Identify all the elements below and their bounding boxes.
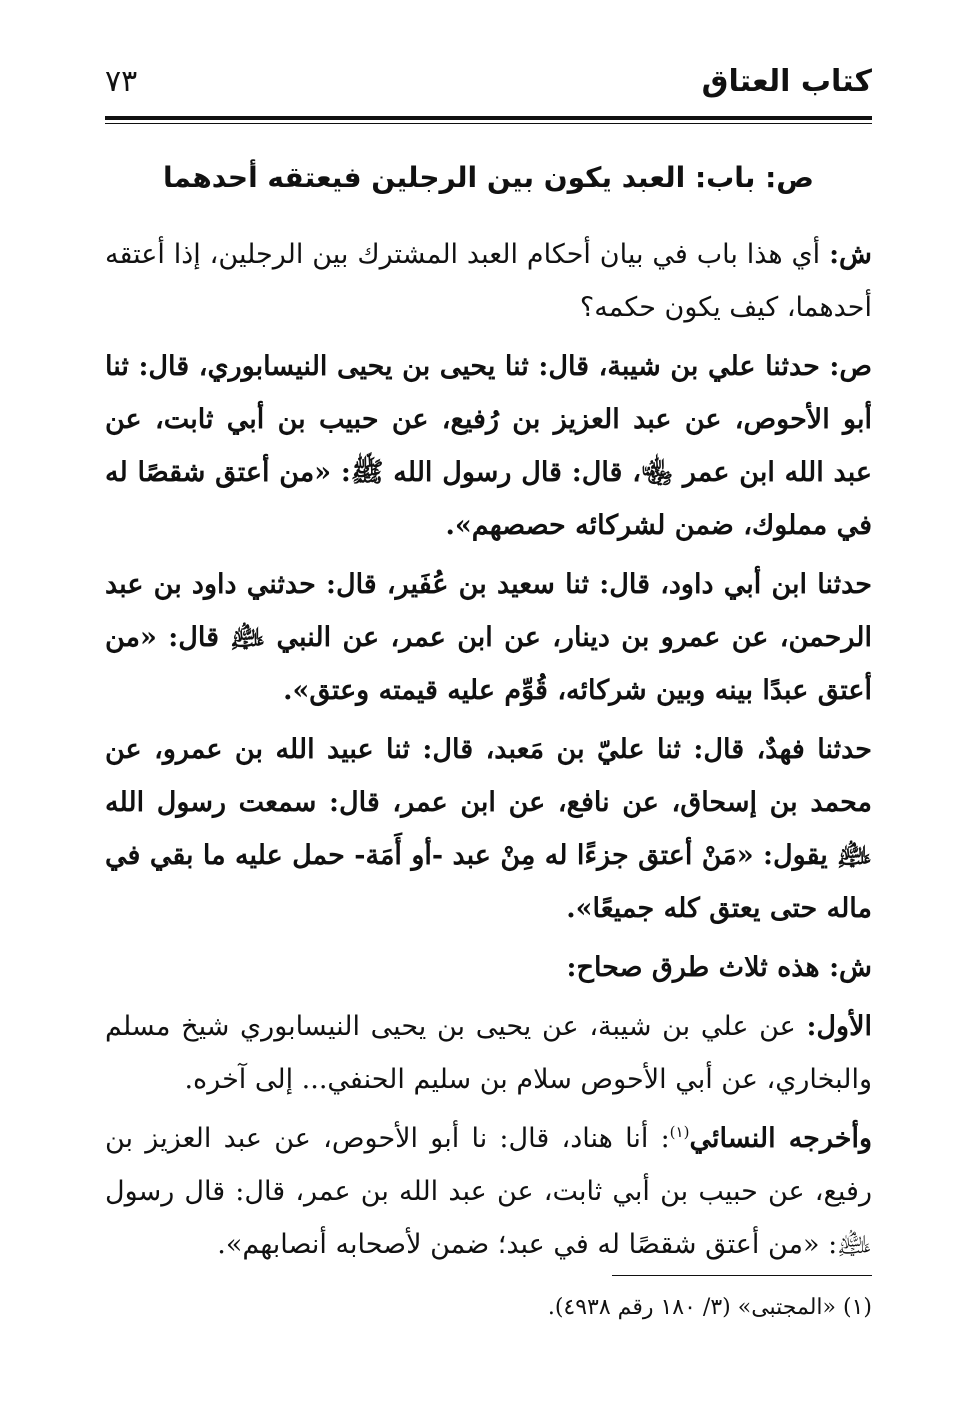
paragraph-text: حدثنا فهدٌ، قال: ثنا عليّ بن مَعبد، قال: ثنا عبيد الله بن عمرو، عن محمد بن إسحاق، عن نافع، عن ابن عمر، قال: سمعت رسول الله ﵇ يقول: «مَنْ أعتق جزءًا له مِنْ عبد -أو أَمَة- حمل عليه ما بقي في ماله حتى يعتق كله جميعًا». (105, 734, 872, 924)
paragraph-text: حدثنا ابن أبي داود، قال: ثنا سعيد بن عُفَير، قال: حدثني داود بن عبد الرحمن، عن عمرو بن دينار، عن ابن عمر، عن النبي ﵇ قال: «من أعتق عبدًا بينه وبين شركائه، قُوِّم عليه قيمته وعتق». (105, 569, 872, 706)
paragraph-lead: ص: (829, 351, 872, 382)
page-content (105, 150, 872, 1277)
paragraph-nasai-reference (105, 1112, 872, 1271)
chapter-heading: ص: باب: العبد يكون بين الرجلين فيعتقه أحدهما (163, 161, 814, 194)
paragraph-lead: وأخرجه النسائي (689, 1123, 873, 1154)
paragraph-text: حدثنا علي بن شيبة، قال: ثنا يحيى بن يحيى النيسابوري، قال: ثنا أبو الأحوص، عن عبد العزيز بن رُفيع، عن حبيب بن أبي ثابت، عن عبد الله ابن عمر ﵄، قال: قال رسول الله ﷺ: «من أعتق شقصًا له في مملوك، ضمن لشركائه حصصهم». (105, 351, 872, 541)
paragraph-text: عن علي بن شيبة، عن يحيى بن يحيى النيسابوري شيخ مسلم والبخاري، عن أبي الأحوص سلام بن سليم الحنفي... إلى آخره. (105, 1011, 872, 1095)
footnote: (١) «المجتبى» (٣/ ١٨٠ رقم ٤٩٣٨). (547, 1295, 872, 1320)
footnote-marker: (١) (669, 1123, 690, 1141)
paragraph-hadith-3 (105, 723, 872, 935)
paragraph-lead: ش: (829, 239, 872, 270)
paragraph-first-chain (105, 1000, 872, 1106)
paragraph-commentary-intro (105, 228, 872, 334)
paragraph-text: أي هذا باب في بيان أحكام العبد المشترك بين الرجلين، إذا أعتقه أحدهما، كيف يكون حكمه؟ (105, 239, 872, 323)
page-number: ٧٣ (105, 64, 138, 99)
header-rule-thick (105, 116, 872, 120)
footnote-rule (612, 1275, 872, 1276)
paragraph-lead: ش: (829, 952, 872, 983)
paragraph-lead: الأول: (806, 1011, 872, 1042)
paragraph-commentary-summary (105, 941, 872, 994)
header-rule-thin (105, 123, 872, 124)
running-header (105, 60, 872, 110)
book-title: كتاب العتاق (701, 64, 872, 99)
paragraph-hadith-2 (105, 558, 872, 717)
paragraph-text: هذه ثلاث طرق صحاح: (566, 952, 830, 983)
paragraph-hadith-1 (105, 340, 872, 552)
paragraph-text: : أنا هناد، قال: نا أبو الأحوص، عن عبد العزيز بن رفيع، عن حبيب بن أبي ثابت، عن عبد الله بن عمر، قال: قال رسول ﵇: «من أعتق شقصًا له في عبد؛ ضمن لأصحابه أنصابهم». (105, 1123, 872, 1260)
